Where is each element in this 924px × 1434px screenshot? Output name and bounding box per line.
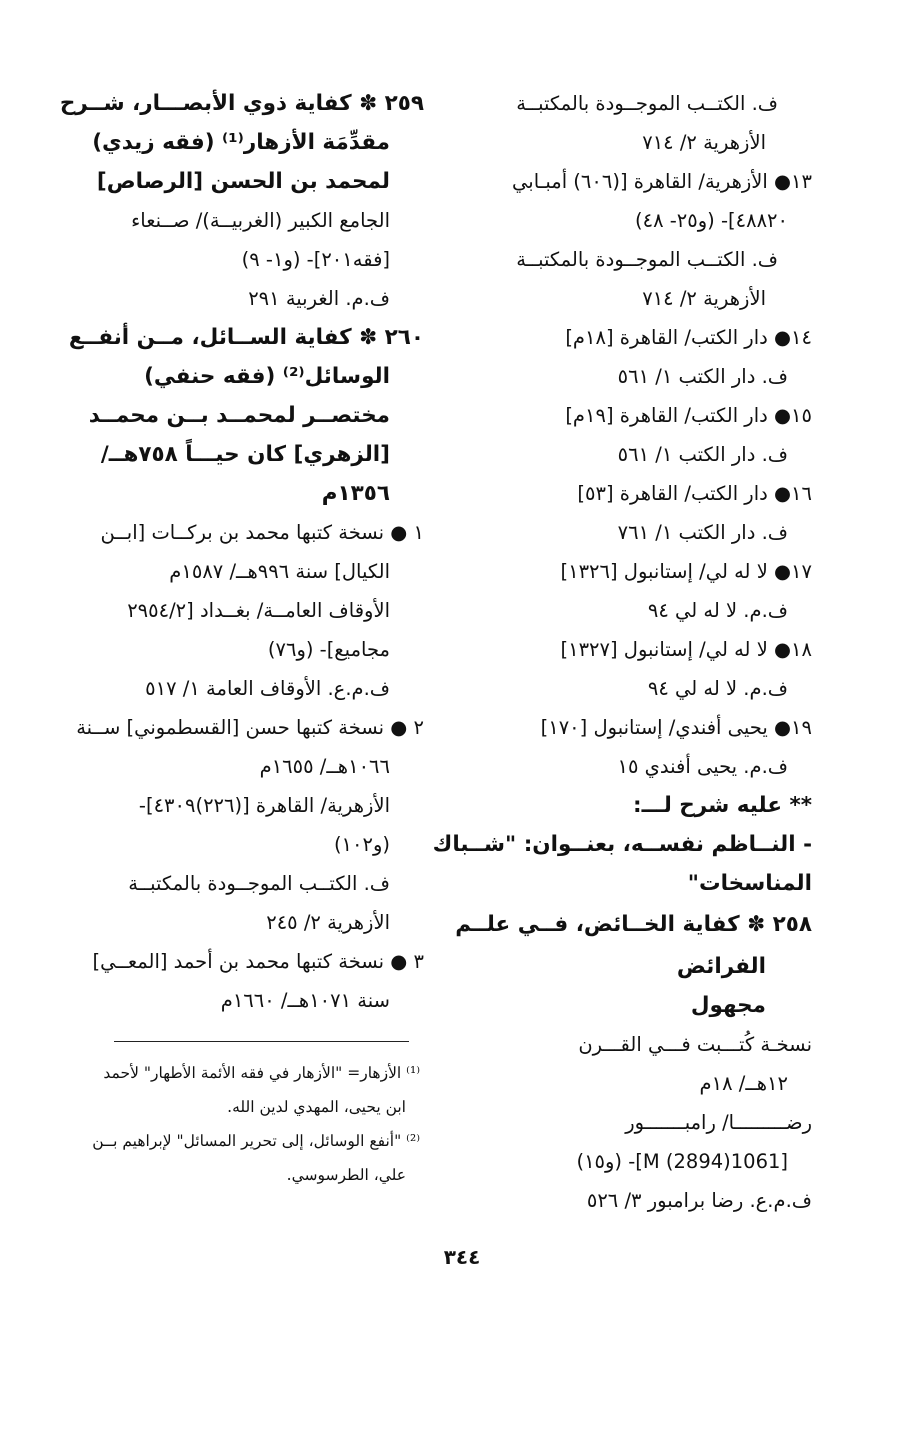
text-line: ١٣● الأزهرية/ القاهرة [(٦٠٦) أمبـابي [512, 170, 812, 193]
text-line: ف. الكتــب الموجــودة بالمكتبــة [516, 92, 778, 115]
text-line: [M (2894)1061]- (و١٥) [576, 1150, 788, 1173]
text-line: الأزهرية/ القاهرة [(٢٢٦)٤٣٠٩]- [138, 794, 390, 817]
text-line: مقدِّمَة الأزهار⁽¹⁾ (فقه زيدي) [92, 130, 390, 155]
text-line: نسخـة كُتـــبت فـــي القـــرن [578, 1033, 812, 1056]
footnote-line: ⁽¹⁾ الأزهار= "الأزهار في فقه الأئمة الأطهار" لأحمد [103, 1064, 420, 1082]
text-line: الكيال] سنة ٩٩٦هــ/ ١٥٨٧م [169, 560, 390, 583]
text-line: الوسائل⁽²⁾ (فقه حنفي) [144, 364, 390, 389]
footnote-line: ابن يحيى، المهدي لدين الله. [227, 1098, 406, 1116]
text-line: الأزهرية ٢/ ٢٤٥ [266, 911, 390, 934]
text-line: ٣ ● نسخة كتبها محمد بن أحمد [المعــي] [92, 950, 424, 973]
text-line: ١٤● دار الكتب/ القاهرة [١٨م] [565, 326, 812, 349]
text-line: ١٣٥٦م [321, 481, 390, 506]
text-line: ف. دار الكتب ١/ ٧٦١ [617, 521, 788, 544]
text-line: - النــاظم نفســه، بعنــوان: "شــباك [432, 832, 812, 857]
text-line: [الزهري] كان حيـــاً ٧٥٨هــ/ [100, 442, 390, 467]
text-line: ١٠٦٦هــ/ ١٦٥٥م [259, 755, 390, 778]
footnote-line: ⁽²⁾ "أنفع الوسائل، إلى تحرير المسائل" لإبراهيم بــن [92, 1132, 420, 1150]
text-line: الفرائض [676, 954, 766, 979]
text-line: ١ ● نسخة كتبها محمد بن بركــات [ابــن [100, 521, 424, 544]
text-line: ٢ ● نسخة كتبها حسن [القسطموني] ســنة [76, 716, 424, 739]
text-line: ف. الكتــب الموجــودة بالمكتبــة [128, 872, 390, 895]
text-line: ف. الكتــب الموجــودة بالمكتبــة [516, 248, 778, 271]
text-line: ف.م. لا له لي ٩٤ [647, 599, 788, 622]
text-line: ف. دار الكتب ١/ ٥٦١ [617, 365, 788, 388]
text-line: ١٨● لا له لي/ إستانبول [١٣٢٧] [560, 638, 812, 661]
footnote-separator [114, 1041, 409, 1042]
text-line: الأوقاف العامــة/ بغــداد [٢٩٥٤/٢ [127, 599, 390, 622]
text-line: ٢٥٨ ✽ كفاية الخــائض، فــي علــم [455, 912, 812, 937]
text-line: ٢٥٩ ✽ كفاية ذوي الأبصـــار، شــرح [59, 91, 424, 116]
text-line: ** عليه شرح لـــ: [633, 793, 812, 818]
text-line: المناسخات" [687, 871, 812, 896]
text-line: ١٦● دار الكتب/ القاهرة [٥٣] [577, 482, 812, 505]
page-number: ٣٤٤ [443, 1245, 481, 1269]
text-line: الجامع الكبير (الغربيــة)/ صــنعاء [131, 209, 390, 232]
text-line: ١٩● يحيى أفندي/ إستانبول [١٧٠] [540, 716, 812, 739]
footnotes [80, 1056, 420, 1192]
text-line: مختصــر لمحمــد بــن محمــد [88, 403, 390, 428]
text-line: مجهول [690, 993, 766, 1018]
text-line: ف.م. لا له لي ٩٤ [647, 677, 788, 700]
text-line: ف.م.ع. الأوقاف العامة ١/ ٥١٧ [145, 677, 390, 700]
right-column [432, 84, 812, 1220]
text-line: ١٥● دار الكتب/ القاهرة [١٩م] [565, 404, 812, 427]
text-line: رضـــــــــا/ رامبـــــــور [625, 1111, 812, 1134]
text-line: ف.م.ع. رضا برامبور ٣/ ٥٢٦ [586, 1189, 812, 1212]
text-line: سنة ١٠٧١هــ/ ١٦٦٠م [220, 989, 390, 1012]
text-line: ٤٨٨٢٠]- (و٢٥- ٤٨) [634, 209, 788, 232]
text-line: ١٢هــ/ ١٨م [699, 1072, 788, 1095]
text-line: ف. دار الكتب ١/ ٥٦١ [617, 443, 788, 466]
footnote-line: علي، الطرسوسي. [286, 1166, 406, 1184]
text-line: لمحمد بن الحسن [الرصاص] [96, 169, 390, 194]
text-line: ف.م. يحيى أفندي ١٥ [617, 755, 788, 778]
text-line: (و١٠٢) [333, 833, 390, 856]
text-line: [فقه٢٠١]- (و١- ٩) [241, 248, 390, 271]
text-line: الأزهرية ٢/ ٧١٤ [642, 131, 766, 154]
text-line: مجاميع]- (و٧٦) [267, 638, 390, 661]
text-line: ٢٦٠ ✽ كفاية الســائل، مــن أنفــع [68, 325, 424, 350]
text-line: ف.م. الغربية ٢٩١ [248, 287, 390, 310]
text-line: ١٧● لا له لي/ إستانبول [١٣٢٦] [560, 560, 812, 583]
left-column [59, 84, 424, 1020]
text-line: الأزهرية ٢/ ٧١٤ [642, 287, 766, 310]
